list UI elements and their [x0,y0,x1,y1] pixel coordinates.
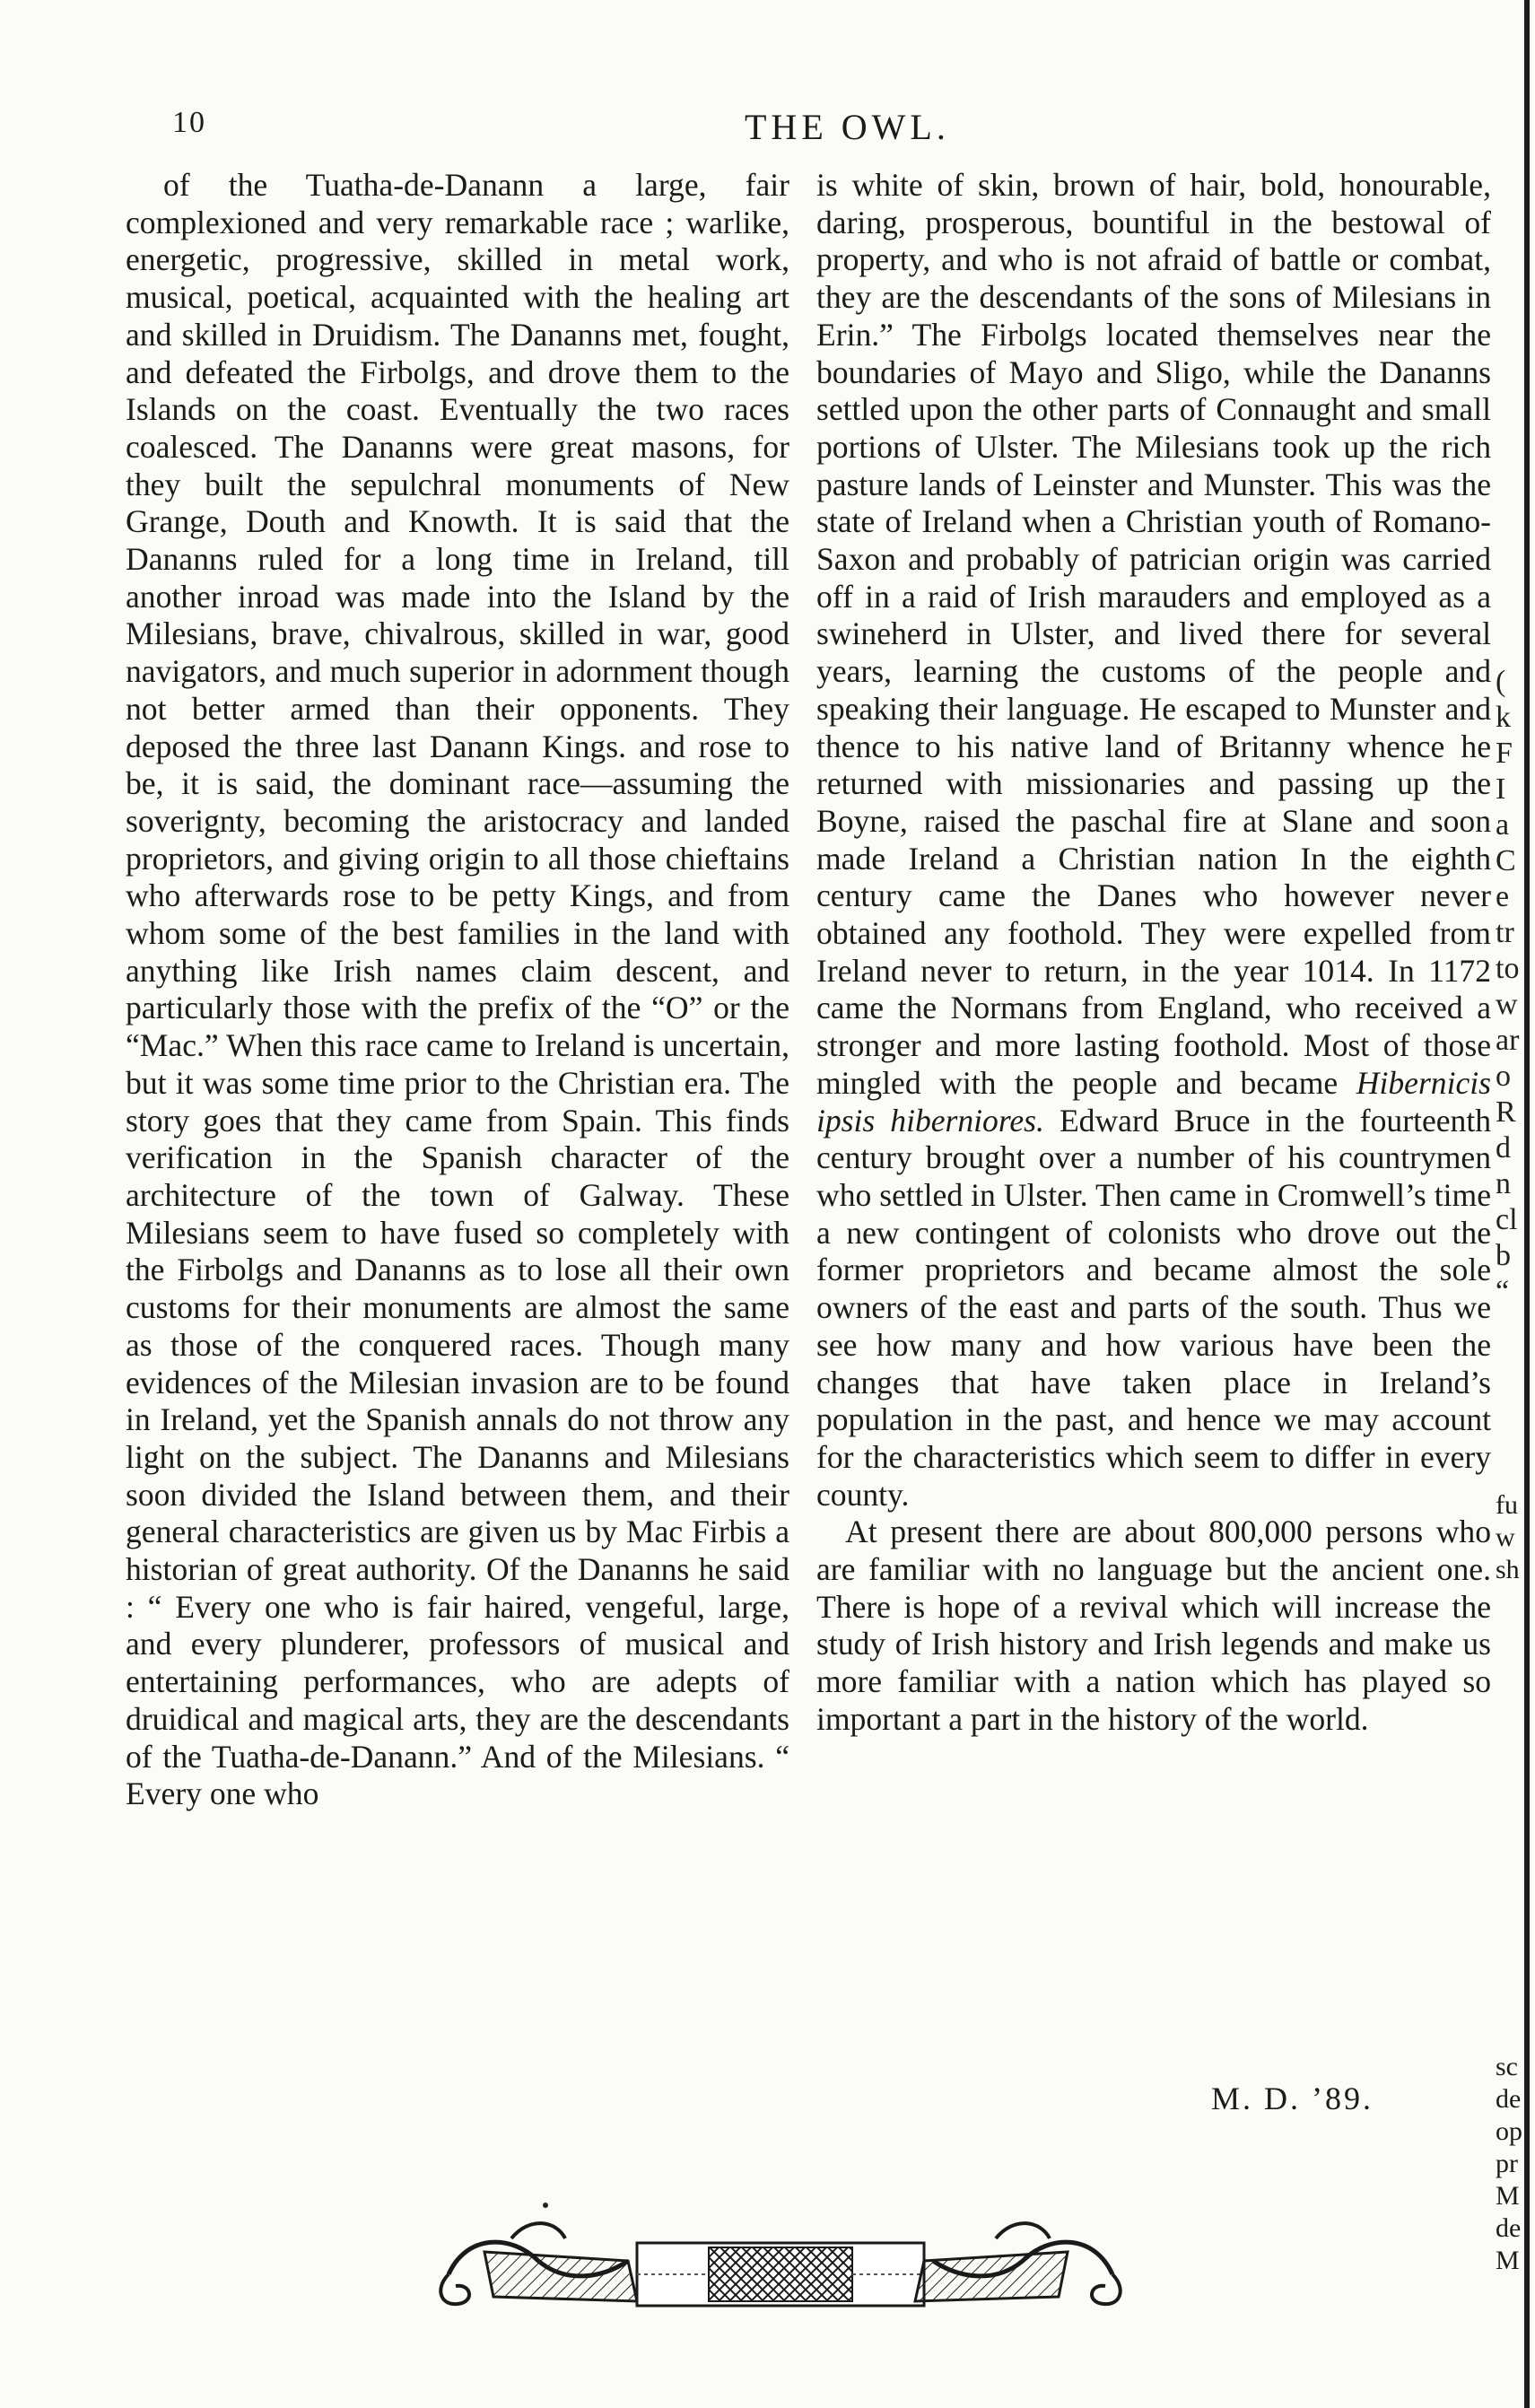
running-title: THE OWL. [745,107,950,147]
fragment-line: M [1496,2246,1520,2275]
fragment-line: d [1496,1131,1511,1165]
fragment-line: ar [1496,1024,1520,1057]
latin-phrase: Hibernicis ipsis hiberniores. [816,1064,1491,1139]
fragment-line: “ [1496,1275,1510,1308]
page-edge-shadow [1524,0,1530,2408]
fragment-line: w [1496,988,1518,1021]
left-column [126,167,789,1813]
fragment-line: w [1496,1522,1515,1552]
page-header [0,106,1535,160]
fragment-line: to [1496,952,1520,985]
adjacent-page-fragment-upper [1496,664,1524,1310]
adjacent-page-fragment-middle [1496,1489,1526,1586]
author-signature: M. D. ’89. [1211,2081,1374,2116]
fragment-line: F [1496,737,1513,770]
right-column-paragraph-1 [816,167,1491,1514]
fragment-line: de [1496,2213,1522,2243]
fragment-line: sh [1496,1555,1520,1584]
fragment-line: tr [1496,916,1514,949]
fragment-line: C [1496,844,1516,877]
fragment-line: ( [1496,665,1506,698]
adjacent-page-fragment-lower [1496,2051,1526,2277]
right-column [816,167,1491,1739]
decorative-tailpiece [413,2198,1148,2333]
fragment-line: k [1496,701,1511,734]
fragment-line: b [1496,1239,1511,1272]
fragment-line: a [1496,808,1510,842]
fragment-line: op [1496,2116,1522,2146]
page-number: 10 [172,106,206,139]
paragraph-1-text-b: Edward Bruce in the fourteenth century brought over a number of his countrymen who settled in Ulster. Then came in Cromwell’s time a new contingent of colonists who drove out the former proprietors and became almost the sole owners of the east and parts of the south. Thus we see how many and how various have been the changes that have taken place in Ireland’s population in the past, and hence we may account for the characteristics which seem to differ in every county. [816,1102,1491,1513]
fragment-line: I [1496,772,1506,806]
fragment-line: sc [1496,2052,1518,2081]
fragment-line: R [1496,1095,1516,1129]
fragment-line: o [1496,1060,1511,1093]
adjacent-page-edge [1496,0,1535,2408]
fragment-line: e [1496,880,1510,913]
paragraph-1-text-a: is white of skin, brown of hair, bold, honourable, daring, prosperous, bountiful in the bestowal of property, and who is not afraid of battle or combat, they are the descendants of the sons of Milesians in Erin.” The Firbolgs located themselves near the boundaries of Mayo and Sligo, while the Dananns settled upon the other parts of Connaught and small portions of Ulster. The Milesians took up the rich pasture lands of Leinster and Munster. This was the state of Ireland when a Christian youth of Romano-Saxon and probably of patrician origin was carried off in a raid of Irish marauders and employed as a swineherd in Ulster, and lived there for several years, learning the customs of the people and speaking their language. He escaped to Munster and thence to his native land of Britanny whence he returned with missionaries and passing up the Boyne, raised the paschal fire at Slane and soon made Ireland a Christian nation In the eighth century came the Danes who however never obtained any foothold. They were expelled from Ireland never to return, in the year 1014. In 1172 came the Normans from England, who received a stronger and more lasting foothold. Most of those mingled with the people and became [816,167,1491,1101]
right-column-paragraph-2: At present there are about 800,000 persons who are familiar with no language but the ancient one. There is hope of a revival which will increase the study of Irish history and Irish legends and make us more familiar with a nation which has played so important a part in the history of the world. [816,1514,1491,1737]
fragment-line: pr [1496,2149,1518,2178]
fragment-line: cl [1496,1203,1518,1236]
fragment-line: n [1496,1167,1511,1200]
fragment-line: fu [1496,1490,1518,1520]
left-column-text: of the Tuatha-de-Danann a large, fair complexioned and very remarkable race ; warlike, energetic, progressive, skilled in metal work, musical, poetical, acquainted with the healing art and skilled in Druidism. The Dananns met, fought, and defeated the Firbolgs, and drove them to the Islands on the coast. Eventually the two races coalesced. The Dananns were great masons, for they built the sepulchral monuments of New Grange, Douth and Knowth. It is said that the Dananns ruled for a long time in Ireland, till another inroad was made into the Island by the Milesians, brave, chivalrous, skilled in war, good navigators, and much superior in adornment though not better armed than their opponents. They deposed the three last Danann Kings. and rose to be, it is said, the dominant race—assuming the soverignty, becoming the aristocracy and landed proprietors, and giving origin to all those chieftains who afterwards rose to be petty Kings, and from whom some of the best families in the land with anything like Irish names claim descent, and particularly those with the prefix of the “O” or the “Mac.” When this race came to Ireland is uncertain, but it was some time prior to the Christian era. The story goes that they came from Spain. This finds verification in the Spanish character of the architecture of the town of Galway. These Milesians seem to have fused so completely with the Firbolgs and Dananns as to lose all their own customs for their monuments are almost the same as those of the conquered races. Though many evidences of the Milesian invasion are to be found in Ireland, yet the Spanish annals do not throw any light on the subject. The Dananns and Milesians soon divided the Island between them, and their general characteristics are given us by Mac Firbis a historian of great authority. Of the Dananns he said : “ Every one who is fair haired, vengeful, large, and every plunderer, professors of musical and entertaining performances, who are adepts of druidical and magical arts, they are the descendants of the Tuatha-de-Danann.” And of the Milesians. “ Every one who [126,167,789,1812]
fragment-line: M [1496,2181,1520,2211]
fragment-line: de [1496,2084,1522,2114]
